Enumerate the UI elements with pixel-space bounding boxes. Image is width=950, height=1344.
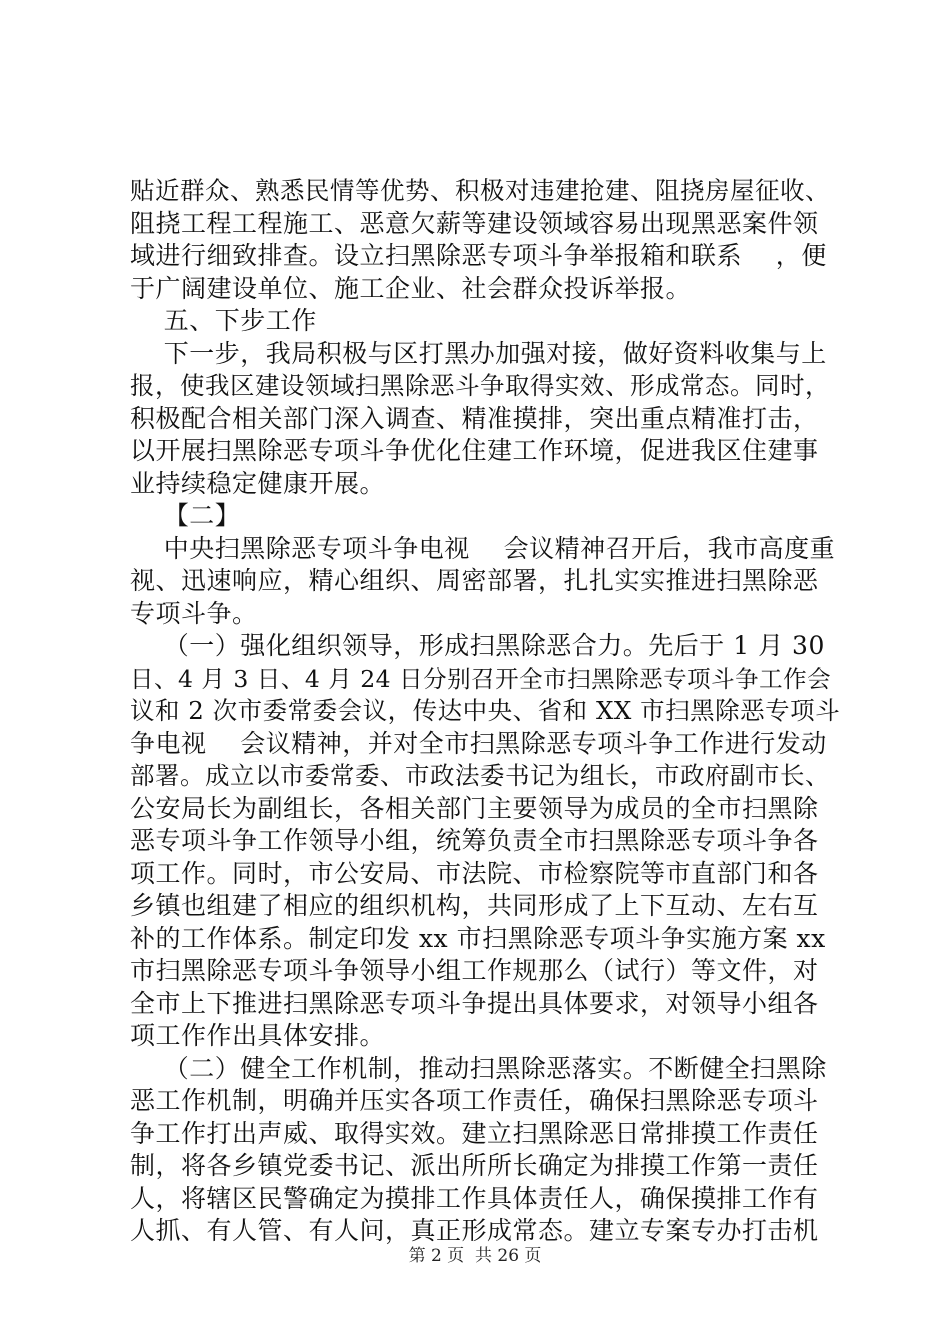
text-line: 业持续稳定健康开展。 <box>130 468 386 498</box>
text-line: 阻挠工程工程施工、恶意欠薪等建设领域容易出现黑恶案件领 <box>130 208 819 238</box>
text-line: 恶专项斗争工作领导小组，统筹负责全市扫黑除恶专项斗争各 <box>130 826 819 855</box>
text-line: 全市上下推进扫黑除恶专项斗争提出具体要求，对领导小组各 <box>130 988 819 1018</box>
text-line: 项工作作出具体安排。 <box>130 1021 386 1050</box>
text-line: 公安局长为副组长，各相关部门主要领导为成员的全市扫黑除 <box>130 793 819 823</box>
text-line: 视、迅速响应，精心组织、周密部署，扎扎实实推进扫黑除恶 <box>130 566 819 595</box>
text-line: 项工作。同时，市公安局、市法院、市检察院等市直部门和各 <box>130 858 819 888</box>
text-line: 中央扫黑除恶专项斗争电视 会议精神召开后，我市高度重 <box>130 533 836 563</box>
text-line: 议和 2 次市委常委会议，传达中央、省和 XX 市扫黑除恶专项斗 <box>130 696 841 725</box>
text-line: （一）强化组织领导，形成扫黑除恶合力。先后于 1 月 30 <box>130 631 825 660</box>
text-line: 五、下步工作 <box>130 306 317 335</box>
text-line: 恶工作机制，明确并压实各项工作责任，确保扫黑除恶专项斗 <box>130 1086 819 1115</box>
text-line: 以开展扫黑除恶专项斗争优化住建工作环境，促进我区住建事 <box>130 436 819 465</box>
text-line: 下一步，我局积极与区打黑办加强对接，做好资料收集与上 <box>130 338 827 368</box>
text-line: 市扫黑除恶专项斗争领导小组工作规那么（试行）等文件，对 <box>130 956 819 985</box>
text-line: 积极配合相关部门深入调查、精准摸排，突出重点精准打击， <box>130 403 819 433</box>
text-line: 争工作打出声威、取得实效。建立扫黑除恶日常排摸工作责任 <box>130 1118 819 1148</box>
text-line: 域进行细致排查。设立扫黑除恶专项斗争举报箱和联系 ，便 <box>130 241 827 270</box>
text-line: 人，将辖区民警确定为摸排工作具体责任人，确保摸排工作有 <box>130 1183 819 1213</box>
text-line: 争电视 会议精神，并对全市扫黑除恶专项斗争工作进行发动 <box>130 728 827 758</box>
text-line: 部署。成立以市委常委、市政法委书记为组长，市政府副市长、 <box>130 761 830 790</box>
text-line: 乡镇也组建了相应的组织机构，共同形成了上下互动、左右互 <box>130 891 819 920</box>
text-line: 贴近群众、熟悉民情等优势、积极对违建抢建、阻挠房屋征收、 <box>130 176 830 205</box>
page-footer: 第 2 页 共 26 页 <box>408 1246 542 1266</box>
text-line: 制，将各乡镇党委书记、派出所所长确定为排摸工作第一责任 <box>130 1151 819 1180</box>
text-line: （二）健全工作机制，推动扫黑除恶落实。不断健全扫黑除 <box>130 1053 827 1083</box>
text-line: 专项斗争。 <box>130 598 258 628</box>
text-line: 补的工作体系。制定印发 xx 市扫黑除恶专项斗争实施方案 xx <box>130 923 826 953</box>
text-line: 报，使我区建设领域扫黑除恶斗争取得实效、形成常态。同时， <box>130 371 830 400</box>
text-line: 人抓、有人管、有人问，真正形成常态。建立专案专办打击机 <box>130 1216 819 1245</box>
text-line: 于广阔建设单位、施工企业、社会群众投诉举报。 <box>130 273 692 303</box>
text-line: 日、4 月 3 日、4 月 24 日分别召开全市扫黑除恶专项斗争工作会 <box>130 664 832 693</box>
text-line: 【二】 <box>130 501 241 530</box>
